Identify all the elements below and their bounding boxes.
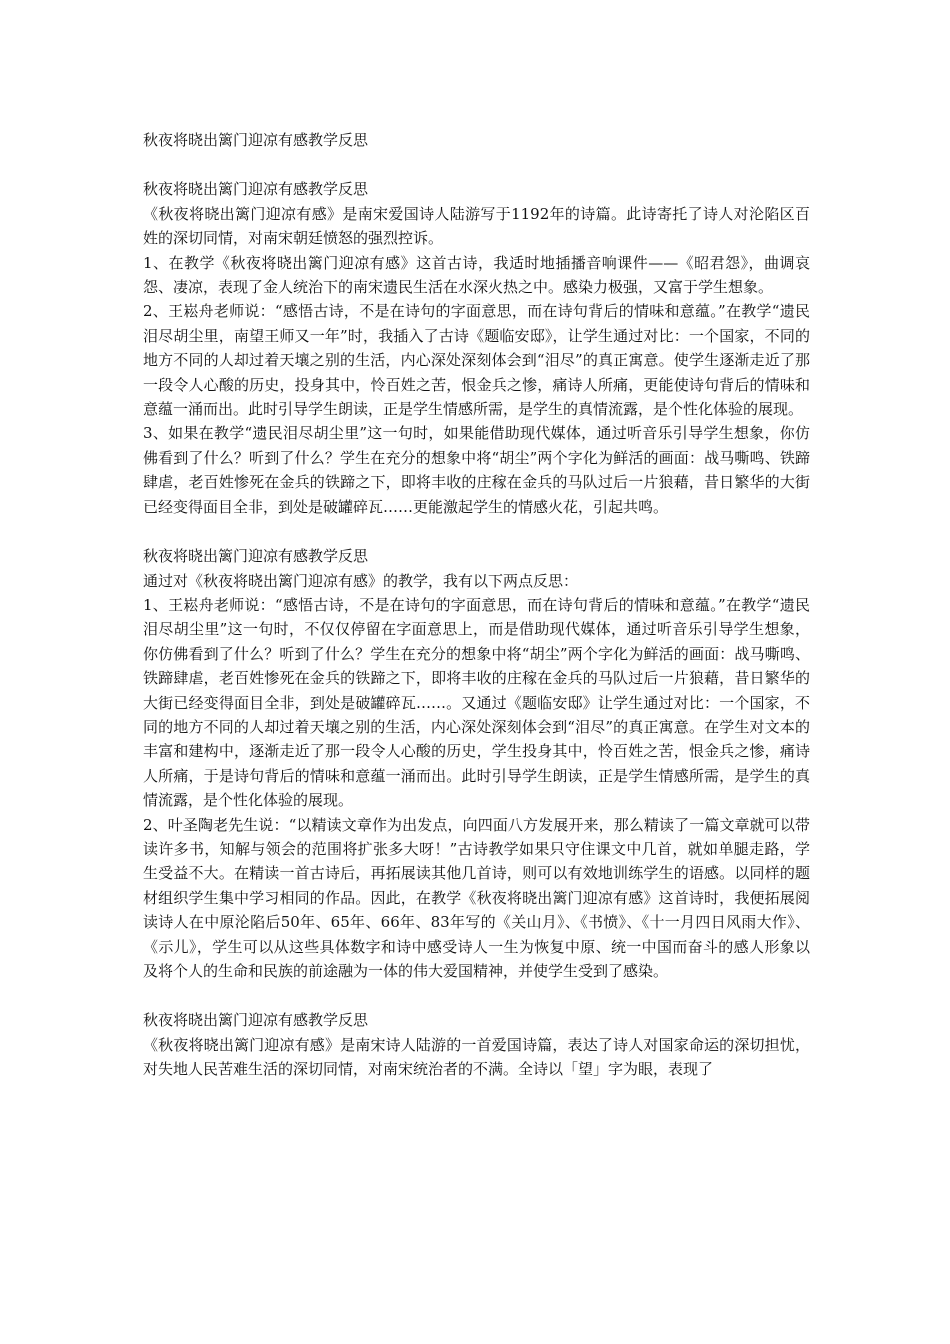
section-2 [143,544,810,983]
section-title: 秋夜将晓出篱门迎凉有感教学反思 [143,180,369,199]
paragraph: 《秋夜将晓出篱门迎凉有感》是南宋诗人陆游的一首爱国诗篇，表达了诗人对国家命运的深切担忧，对失地人民苦难生活的深切同情，对南宋统治者的不满。全诗以「望」字为眼，表现了 [143,1035,810,1079]
paragraph: 2、王崧舟老师说：“感悟古诗，不是在诗句的字面意思，而在诗句背后的情味和意蕴。”在教学“遗民泪尽胡尘里，南望王师又一年”时，我插入了古诗《题临安邸》，让学生通过对比：一个国家，不同的地方不同的人却过着天壤之别的生活，内心深处深刻体会到“泪尽”的真正寓意。使学生逐渐走近了那一段令人心酸的历史，投身其中，怜百姓之苦，恨金兵之惨，痛诗人所痛，更能使诗句背后的情味和意蕴一涌而出。此时引导学生朗读，正是学生情感所需，是学生的真情流露，是个性化体验的展现。 [143,302,810,419]
paragraph: 2、叶圣陶老先生说：“以精读文章作为出发点，向四面八方发展开来，那么精读了一篇文章就可以带读许多书，知解与领会的范围将扩张多大呀！”古诗教学如果只守住课文中几首，就如单腿走路，学生受益不大。在精读一首古诗后，再拓展读其他几首诗，则可以有效地训练学生的语感。以同样的题材组织学生集中学习相同的作品。因此，在教学《秋夜将晓出篱门迎凉有感》这首诗时，我便拓展阅读诗人在中原沦陷后50年、65年、66年、83年写的《关山月》、《书愤》、《十一月四日风雨大作》、《示儿》，学生可以从这些具体数字和诗中感受诗人一生为恢复中原、统一中国而奋斗的感人形象以及将个人的生命和民族的前途融为一体的伟大爱国精神，并使学生受到了感染。 [143,815,810,980]
section-title: 秋夜将晓出篱门迎凉有感教学反思 [143,1011,369,1030]
paragraph: 1、在教学《秋夜将晓出篱门迎凉有感》这首古诗，我适时地插播音响课件——《昭君怨》，曲调哀怨、凄凉，表现了金人统治下的南宋遗民生活在水深火热之中。感染力极强，又富于学生想象。 [143,253,810,297]
document-page [143,128,810,1107]
document-title: 秋夜将晓出篱门迎凉有感教学反思 [143,131,369,149]
paragraph: 《秋夜将晓出篱门迎凉有感》是南宋爱国诗人陆游写于1192年的诗篇。此诗寄托了诗人对沦陷区百姓的深切同情，对南宋朝廷愤怒的强烈控诉。 [143,204,810,248]
paragraph: 3、如果在教学“遗民泪尽胡尘里”这一句时，如果能借助现代媒体，通过听音乐引导学生想象，你仿佛看到了什么？听到了什么？学生在充分的想象中将“胡尘”两个字化为鲜活的画面：战马嘶鸣、铁蹄肆虐，老百姓惨死在金兵的铁蹄之下，即将丰收的庄稼在金兵的马队过后一片狼藉，昔日繁华的大街已经变得面目全非，到处是破罐碎瓦……更能激起学生的情感火花，引起共鸣。 [143,424,810,516]
section-title: 秋夜将晓出篱门迎凉有感教学反思 [143,547,369,566]
section-1 [143,177,810,519]
section-3 [143,1008,810,1081]
paragraph: 通过对《秋夜将晓出篱门迎凉有感》的教学，我有以下两点反思： [143,571,579,590]
paragraph: 1、王崧舟老师说：“感悟古诗，不是在诗句的字面意思，而在诗句背后的情味和意蕴。”在教学“遗民泪尽胡尘里”这一句时，不仅仅停留在字面意思上，而是借助现代媒体，通过听音乐引导学生想象，你仿佛看到了什么？听到了什么？学生在充分的想象中将“胡尘”两个字化为鲜活的画面：战马嘶鸣、铁蹄肆虐，老百姓惨死在金兵的铁蹄之下，即将丰收的庄稼在金兵的马队过后一片狼藉，昔日繁华的大街已经变得面目全非，到处是破罐碎瓦……。又通过《题临安邸》让学生通过对比：一个国家，不同的地方不同的人却过着天壤之别的生活，内心深处深刻体会到“泪尽”的真正寓意。在学生对文本的丰富和建构中，逐渐走近了那一段令人心酸的历史，学生投身其中，怜百姓之苦，恨金兵之惨，痛诗人所痛，于是诗句背后的情味和意蕴一涌而出。此时引导学生朗读，正是学生情感所需，是学生的真情流露，是个性化体验的展现。 [143,595,810,810]
